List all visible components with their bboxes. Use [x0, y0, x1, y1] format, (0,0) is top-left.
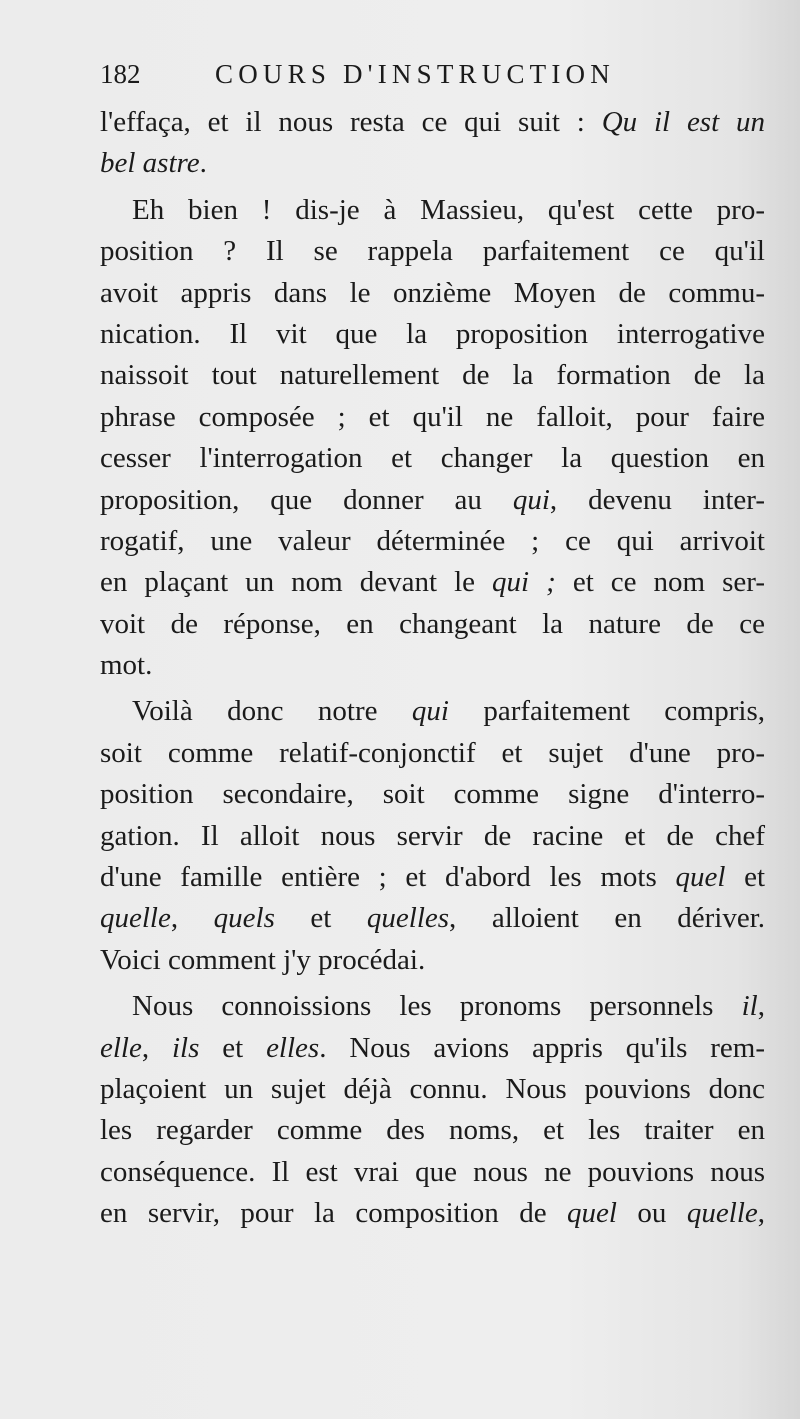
- text-line: bel astre.: [100, 147, 207, 180]
- text-line: position ? Il se rappela parfaitement ce qu'il: [100, 235, 765, 268]
- text-line: elle, ils et elles. Nous avions appris qu'ils rem-: [100, 1031, 765, 1064]
- text-line: voit de réponse, en changeant la nature de ce: [100, 607, 765, 640]
- text-line: rogatif, une valeur déterminée ; ce qui arrivoit: [100, 524, 765, 557]
- text-line: d'une famille entière ; et d'abord les mots quel et: [100, 861, 766, 894]
- text-line: gation. Il alloit nous servir de racine et de chef: [100, 819, 765, 852]
- page-number: 182: [100, 59, 141, 89]
- text-line: position secondaire, soit comme signe d'interro-: [100, 778, 765, 811]
- text-line: les regarder comme des noms, et les traiter en: [100, 1114, 765, 1147]
- text-line: phrase composée ; et qu'il ne falloit, pour faire: [100, 400, 765, 433]
- text-line: Nous connoissions les pronoms personnels il,: [132, 990, 765, 1023]
- text-line: Voici comment j'y procédai.: [100, 943, 426, 976]
- running-head: [100, 52, 760, 96]
- text-line: en servir, pour la composition de quel ou quelle,: [100, 1197, 765, 1230]
- text-line: l'effaça, et il nous resta ce qui suit : Qu il est un: [100, 106, 765, 138]
- text-line: soit comme relatif-conjonctif et sujet d'une pro-: [100, 736, 765, 769]
- body-text: [100, 102, 765, 1235]
- text-line: conséquence. Il est vrai que nous ne pouvions nous: [100, 1155, 765, 1188]
- text-line: naissoit tout naturellement de la formation de la: [100, 359, 765, 392]
- text-line: mot.: [100, 649, 153, 682]
- text-line: Eh bien ! dis-je à Massieu, qu'est cette pro-: [132, 193, 765, 226]
- text-line: plaçoient un sujet déjà connu. Nous pouvions donc: [100, 1072, 765, 1105]
- text-line: cesser l'interrogation et changer la question en: [100, 442, 765, 475]
- text-line: avoit appris dans le onzième Moyen de commu-: [100, 276, 765, 309]
- text-line: quelle, quels et quelles, alloient en dériver.: [100, 902, 766, 935]
- text-line: nication. Il vit que la proposition interrogative: [100, 317, 765, 350]
- running-title: COURS D'INSTRUCTION: [215, 59, 615, 89]
- text-line: Voilà donc notre qui parfaitement compris,: [132, 695, 765, 728]
- text-line: en plaçant un nom devant le qui ; et ce nom ser-: [100, 566, 766, 599]
- text-line: proposition, que donner au qui, devenu inter-: [100, 483, 765, 516]
